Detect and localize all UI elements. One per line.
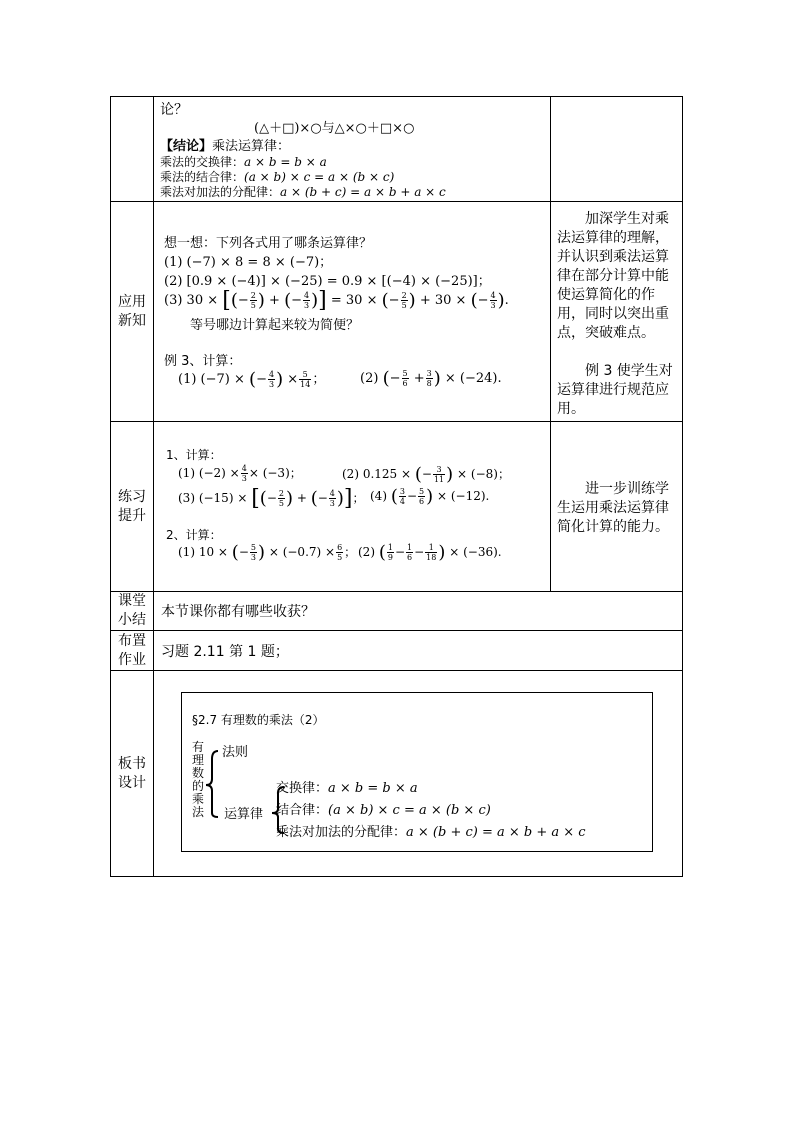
lesson-plan-table (110, 96, 683, 877)
denominator: 3 (241, 474, 247, 483)
numerator: 3 (399, 487, 405, 496)
fraction (399, 487, 406, 506)
board-commutative (276, 777, 418, 796)
p3-prefix: (3) (−15) × (178, 491, 248, 505)
content-cell-apply (154, 202, 551, 422)
numerator: 1 (407, 543, 413, 552)
numerator: 2 (250, 291, 256, 300)
practice-6: (2) ( $\frac{1}{9}$ − $\frac{1}{6}$ − $\frac{1}{18}$ ) × (−36). (358, 542, 502, 563)
note-cell-practice (551, 422, 683, 592)
numerator: 1 (387, 543, 393, 552)
practice-5: (1) 10 × (− $\frac{5}{3}$ ) × (−0.7) × $\frac{6}{5}$ ； (178, 542, 357, 563)
p2-suffix: × (−8)； (457, 467, 510, 481)
fraction (268, 370, 275, 389)
fraction (299, 370, 311, 389)
denominator: 3 (304, 301, 310, 310)
denominator: 9 (387, 553, 393, 562)
summary-text: 本节课你都有哪些收获？ (161, 604, 315, 620)
practice-heading-1: 1、计算： (166, 448, 222, 462)
p4-suffix: × (−12). (436, 489, 490, 503)
board-branch-rule: 法则 (222, 745, 249, 760)
conclusion-tag: 【结论】 (160, 139, 213, 154)
p4-prefix: (4) (370, 489, 387, 503)
denominator: 5 (401, 301, 407, 310)
q1-prefix: (1) 10 × (178, 545, 228, 559)
numerator: 1 (425, 543, 437, 553)
note-cell-empty (551, 97, 683, 202)
numerator: 3 (433, 465, 445, 475)
law-formula: a × b = b × a (328, 781, 418, 796)
fraction (490, 291, 497, 310)
denominator: 5 (278, 499, 284, 508)
denominator: 4 (399, 497, 405, 506)
numerator: 5 (250, 543, 256, 552)
fraction (303, 291, 310, 310)
denominator: 8 (426, 379, 432, 388)
ex2-prefix: (2) (360, 371, 379, 386)
conclusion-text: 乘法运算律： (212, 139, 291, 154)
row-label-text: 练习提升 (118, 488, 146, 524)
law-name: 乘法的交换律： (160, 155, 245, 169)
continuation-text: 论？ (160, 102, 188, 118)
fraction (433, 465, 445, 484)
eq3-prefix: (3) 30 × (164, 293, 219, 308)
law-formula: a × b = b × a (244, 155, 327, 169)
content-cell-homework (154, 631, 683, 671)
think-prompt: 想一想：下列各式用了哪条运算律？ (164, 236, 373, 251)
note-paragraph: 进一步训练学生运用乘法运算律简化计算的能力。 (557, 481, 669, 535)
numerator: 6 (337, 543, 343, 552)
question-text: 等号哪边计算起来较为简便？ (190, 318, 360, 333)
denominator: 6 (402, 379, 408, 388)
row-label-text: 课堂小结 (118, 593, 146, 628)
law-formula: a × (b + c) = a × b + a × c (280, 185, 446, 199)
board-title: §2.7 有理数的乘法（2） (192, 713, 325, 727)
denominator: 3 (250, 553, 256, 562)
content-cell-conclusion (154, 97, 551, 202)
fraction (250, 291, 257, 310)
content-cell-board (154, 671, 683, 877)
numerator: 4 (304, 291, 310, 300)
table-row-apply (111, 202, 683, 422)
fraction (250, 543, 257, 562)
table-row-law-conclusion (111, 97, 683, 202)
practice-3: (3) (−15) × [(− $\frac{2}{5}$ ) + (− $\frac{4}{3}$ )]； (178, 486, 365, 511)
fraction (401, 291, 408, 310)
board-associative (276, 799, 491, 818)
denominator: 11 (433, 475, 445, 484)
row-label-apply (111, 202, 154, 422)
row-label-text: 布置作业 (118, 632, 146, 668)
denominator: 6 (407, 553, 413, 562)
equation-3: (3) 30 × [(− $\frac{2}{5}$ ) + (− $\frac{4}{3}$ )] = 30 × (− $\frac{2}{5}$ ) + 30 × (− $\frac{4}{3}$ ). (164, 288, 509, 313)
homework-text: 习题 2.11 第 1 题； (161, 643, 289, 660)
law-name: 交换律： (276, 781, 329, 796)
numerator: 4 (241, 464, 247, 473)
ex2-suffix: × (−24). (444, 371, 502, 386)
board-distributive (276, 821, 586, 840)
row-label-board (111, 671, 154, 877)
conclusion-heading (160, 135, 290, 154)
example-1: (1) (−7) × (− $\frac{4}{3}$ ) × $\frac{5}{14}$ ； (178, 369, 326, 390)
practice-1 (178, 464, 302, 483)
table-row-board (111, 671, 683, 877)
board-vertical-title: 有理数的乘法 (192, 740, 205, 819)
numerator: 5 (419, 487, 425, 496)
row-label-text: 应用新知 (118, 293, 146, 329)
board-branch-laws: 运算律 (224, 807, 264, 822)
fraction (425, 543, 437, 562)
numerator: 4 (268, 370, 275, 379)
equation-2: (2) [0.9 × (−4)] × (−25) = 0.9 × [(−4) × (−25)]； (164, 274, 491, 289)
eq3-mid: = 30 × (330, 293, 378, 308)
teaching-note (557, 480, 676, 537)
fraction (278, 489, 285, 508)
row-label-empty (111, 97, 154, 202)
fraction (336, 543, 343, 562)
row-label-text: 板书设计 (118, 755, 146, 791)
denominator: 14 (300, 380, 311, 389)
row-label-practice (111, 422, 154, 592)
row-label-summary (111, 592, 154, 631)
q2-suffix: × (−36). (449, 545, 502, 559)
practice-heading-2: 2、计算： (166, 528, 222, 542)
q1-mid: × (−0.7) × (268, 545, 336, 559)
fraction (418, 487, 425, 506)
teaching-note (557, 210, 676, 419)
numerator: 2 (401, 291, 407, 300)
denominator: 6 (419, 497, 425, 506)
p1-prefix: (1) (−2) × (178, 466, 240, 480)
eq3-plus: + 30 × (419, 293, 467, 308)
denominator: 3 (268, 380, 275, 389)
denominator: 3 (329, 499, 335, 508)
note-paragraph-2: 例 3 使学生对运算律进行规范应用。 (557, 363, 673, 417)
content-cell-summary (154, 592, 683, 631)
denominator: 5 (250, 301, 256, 310)
numerator: 3 (426, 369, 432, 378)
equation-1: (1) (−7) × 8 = 8 × (−7)； (164, 255, 333, 270)
table-row-homework (111, 631, 683, 671)
p1-suffix: × (−3)； (248, 466, 302, 480)
fraction (329, 489, 336, 508)
numerator: 2 (278, 489, 284, 498)
p2-prefix: (2) 0.125 × (342, 467, 412, 481)
ex1-prefix: (1) (−7) × (178, 372, 245, 387)
table-row-summary (111, 592, 683, 631)
law-formula: (a × b) × c = a × (b × c) (328, 803, 491, 818)
denominator: 18 (426, 553, 437, 562)
example-heading: 例 3、计算： (164, 354, 242, 369)
law-name: 结合律： (276, 803, 329, 818)
fraction (426, 369, 433, 388)
law-name: 乘法对加法的分配律： (160, 185, 281, 199)
numerator: 5 (402, 369, 408, 378)
denominator: 5 (337, 553, 343, 562)
q2-prefix: (2) (358, 545, 375, 559)
numerator: 4 (329, 489, 335, 498)
fraction (241, 464, 248, 483)
law-name: 乘法的结合律： (160, 170, 245, 184)
numerator: 5 (299, 370, 311, 380)
law-formula: (a × b) × c = a × (b × c) (244, 170, 395, 184)
practice-2: (2) 0.125 × (− $\frac{3}{11}$ ) × (−8)； (342, 464, 510, 485)
denominator: 3 (490, 301, 496, 310)
row-label-homework (111, 631, 154, 671)
fraction (387, 543, 394, 562)
content-cell-practice (154, 422, 551, 592)
example-2: (2) (− $\frac{5}{6}$ + $\frac{3}{8}$ ) × (−24). (360, 368, 502, 389)
numerator: 4 (490, 291, 496, 300)
note-cell-apply (551, 202, 683, 422)
fraction (406, 543, 413, 562)
law-distributive (160, 183, 446, 200)
law-formula: a × (b + c) = a × b + a × c (406, 825, 586, 840)
fraction (402, 369, 409, 388)
practice-4: (4) ( $\frac{3}{4}$ − $\frac{5}{6}$ ) × (−12). (370, 486, 490, 507)
table-row-practice (111, 422, 683, 592)
blackboard-design (181, 692, 653, 852)
law-name: 乘法对加法的分配律： (276, 825, 407, 840)
note-paragraph-1: 加深学生对乘法运算律的理解，并认识到乘法运算律在部分计算中能使运算简化的作用，同时以突出重点，突破难点。 (557, 211, 669, 341)
expression-comparison: (△＋□)×○与△×○＋□×○ (254, 121, 415, 136)
